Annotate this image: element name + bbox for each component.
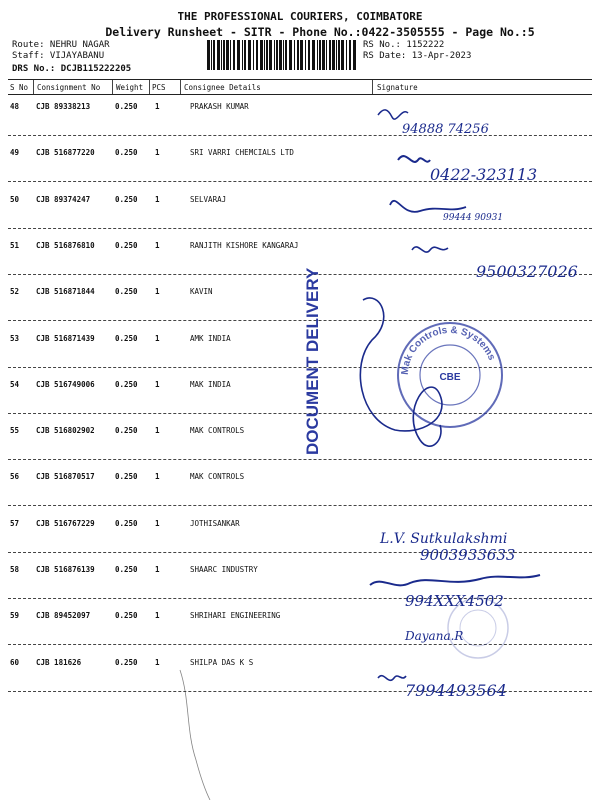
weight-value: 0.250 [115,240,138,250]
signature-scrawl [370,575,540,585]
weight-value: 0.250 [115,333,138,343]
pieces-count: 1 [155,611,160,621]
weight-value: 0.250 [115,472,138,482]
pieces-count: 1 [155,518,160,528]
serial-number: 48 [10,102,20,111]
consignee-name: AMK INDIA [190,333,231,343]
weight-value: 0.250 [115,102,138,111]
handwritten-phone: 7994493564 [405,681,507,700]
serial-number: 50 [10,194,20,204]
route-label: Route: NEHRU NAGAR [12,40,110,50]
signature-scrawl [180,670,210,800]
svg-text:Mak Controls & Systems [400,325,497,375]
col-weight: Weight [116,83,144,92]
consignment-number: CJB 89452097 [36,611,91,621]
handwritten-name: Dayana.R [405,629,464,643]
pieces-count: 1 [155,333,160,343]
serial-number: 60 [10,657,20,667]
rs-date: RS Date: 13-Apr-2023 [363,51,472,61]
consignment-number: CJB 89374247 [36,194,91,204]
serial-number: 52 [10,287,20,297]
consignee-name: KAVIN [190,287,213,297]
runsheet-title: Delivery Runsheet - SITR - Phone No.:0422-3505555 - Page No.:5 [105,25,535,39]
weight-value: 0.250 [115,148,138,158]
weight-value: 0.250 [115,657,138,667]
pieces-count: 1 [155,194,160,204]
weight-value: 0.250 [115,611,138,621]
consignee-name: MAK CONTROLS [190,426,245,436]
consignee-name: PRAKASH KUMAR [190,102,249,111]
consignee-name: SHAARC INDUSTRY [190,565,258,574]
weight-value: 0.250 [115,287,138,297]
weight-value: 0.250 [115,379,138,389]
handwritten-phone: 9500327026 [476,262,578,281]
pieces-count: 1 [155,102,160,111]
serial-number: 57 [10,518,20,528]
pieces-count: 1 [155,148,160,158]
consignee-name: MAK CONTROLS [190,472,245,482]
col-consignee: Consignee Details [184,83,261,92]
handwritten-phone: 99444 90931 [443,213,504,223]
seal-text: Mak Controls & Systems [399,324,497,376]
weight-value: 0.250 [115,194,138,204]
handwritten-phone: 994XXX4502 [405,592,504,610]
col-pcs: PCS [152,83,166,92]
consignment-number: CJB 516767229 [36,518,95,528]
consignee-name: JOTHISANKAR [190,518,240,528]
drs-number: DRS No.: DCJB115222205 [12,64,132,74]
col-sno: S No [10,83,29,92]
signature-scrawl [412,247,448,252]
pieces-count: 1 [155,379,160,389]
pieces-count: 1 [155,240,160,250]
pieces-count: 1 [155,472,160,482]
document-delivery-stamp: DOCUMENT DELIVERY [303,267,322,455]
pieces-count: 1 [155,565,160,574]
seal-center-text: CBE [439,372,461,383]
consignment-number: CJB 89338213 [36,102,91,111]
serial-number: 54 [10,379,20,389]
weight-value: 0.250 [115,426,138,436]
serial-number: 56 [10,472,20,482]
handwritten-name: L.V. Sutkulakshmi [380,531,508,547]
signature-scrawl [398,156,430,162]
signature-scrawl [378,110,408,119]
consignment-number: CJB 181626 [36,657,82,667]
consignment-number: CJB 516871439 [36,333,95,343]
serial-number: 53 [10,333,20,343]
handwritten-phone: 94888 74256 [402,122,489,137]
signature-scrawl [378,676,406,681]
consignment-number: CJB 516749006 [36,379,95,389]
serial-number: 49 [10,148,20,158]
serial-number: 51 [10,240,20,250]
consignee-name: MAK INDIA [190,379,231,389]
col-consignment: Consignment No [37,83,101,92]
weight-value: 0.250 [115,518,138,528]
serial-number: 59 [10,611,20,621]
consignee-name: SRI VARRI CHEMCIALS LTD [190,148,294,158]
col-signature: Signature [377,83,418,92]
pieces-count: 1 [155,657,160,667]
consignment-number: CJB 516871844 [36,287,95,297]
consignment-number: CJB 516802902 [36,426,95,436]
consignee-name: SHILPA DAS K S [190,657,254,667]
serial-number: 58 [10,565,20,574]
consignee-name: SELVARAJ [190,194,227,204]
weight-value: 0.250 [115,565,138,574]
rs-number: RS No.: 1152222 [363,40,445,50]
pieces-count: 1 [155,426,160,436]
handwritten-phone: 0422-323113 [430,165,538,184]
handwritten-phone: 9003933633 [420,546,516,564]
company-name: THE PROFESSIONAL COURIERS, COIMBATORE [177,10,423,23]
consignment-number: CJB 516870517 [36,472,95,482]
consignment-number: CJB 516877220 [36,148,95,158]
staff-label: Staff: VIJAYABANU [12,51,105,61]
signature-scrawl [390,201,466,212]
serial-number: 55 [10,426,20,436]
consignee-name: SHRIHARI ENGINEERING [190,611,281,621]
consignment-number: CJB 516876810 [36,240,95,250]
pieces-count: 1 [155,287,160,297]
consignment-number: CJB 516876139 [36,565,95,574]
consignee-name: RANJITH KISHORE KANGARAJ [190,240,299,250]
